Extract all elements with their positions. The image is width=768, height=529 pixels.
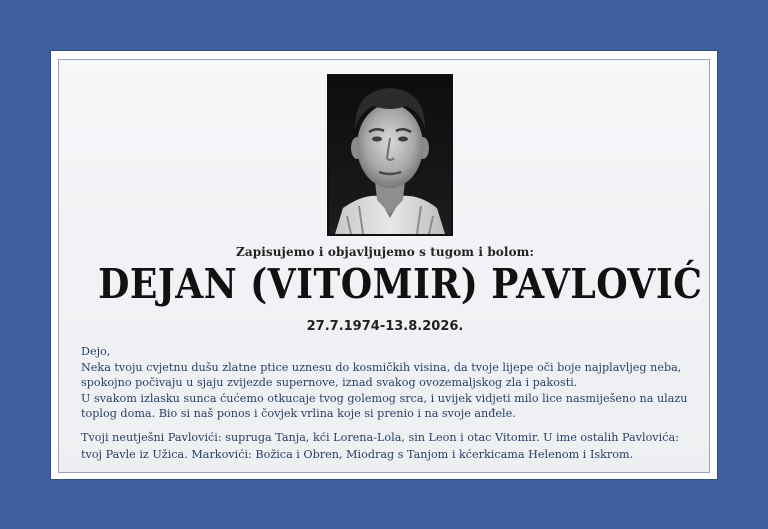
family-signoff xyxy=(81,430,706,463)
deceased-name: DEJAN (VITOMIR) PAVLOVIĆ xyxy=(98,260,703,308)
message-line: U svakom izlasku sunca ćućemo otkucaje tvog golemog srca, i uvijek vidjeti milo lice nasmiješeno na ulazu xyxy=(81,391,688,405)
life-dates: 27.7.1974-13.8.2026. xyxy=(306,319,464,334)
intro-text: Zapisujemo i objavljujemo s tugom i bolom: xyxy=(235,245,534,259)
message-line: toplog doma. Bio si naš ponos i čovjek vrlina koje si prenio i na svoje anđele. xyxy=(81,407,516,420)
portrait-photo xyxy=(327,74,453,236)
message-line: Dejo, xyxy=(81,345,111,358)
obituary-notice xyxy=(58,59,710,473)
signoff-line: tvoj Pavle iz Užica. Markovići: Božica i Obren, Miodrag s Tanjom i kćerkicama Helenom i Iskrom. xyxy=(81,447,634,461)
message-line: spokojno počivaju u sjaju zvijezde supernove, iznad svakog ovozemaljskog zla i pakosti. xyxy=(81,376,578,389)
signoff-line: Tvoji neutješni Pavlovići: supruga Tanja, kći Lorena-Lola, sin Leon i otac Vitomir. U ime ostalih Pavlovića: xyxy=(81,431,679,444)
message-line: Neka tvoju cvjetnu dušu zlatne ptice uznesu do kosmičkih visina, da tvoje lijepe oči boje najplavljeg neba, xyxy=(81,360,682,374)
message-paragraph xyxy=(81,344,696,422)
